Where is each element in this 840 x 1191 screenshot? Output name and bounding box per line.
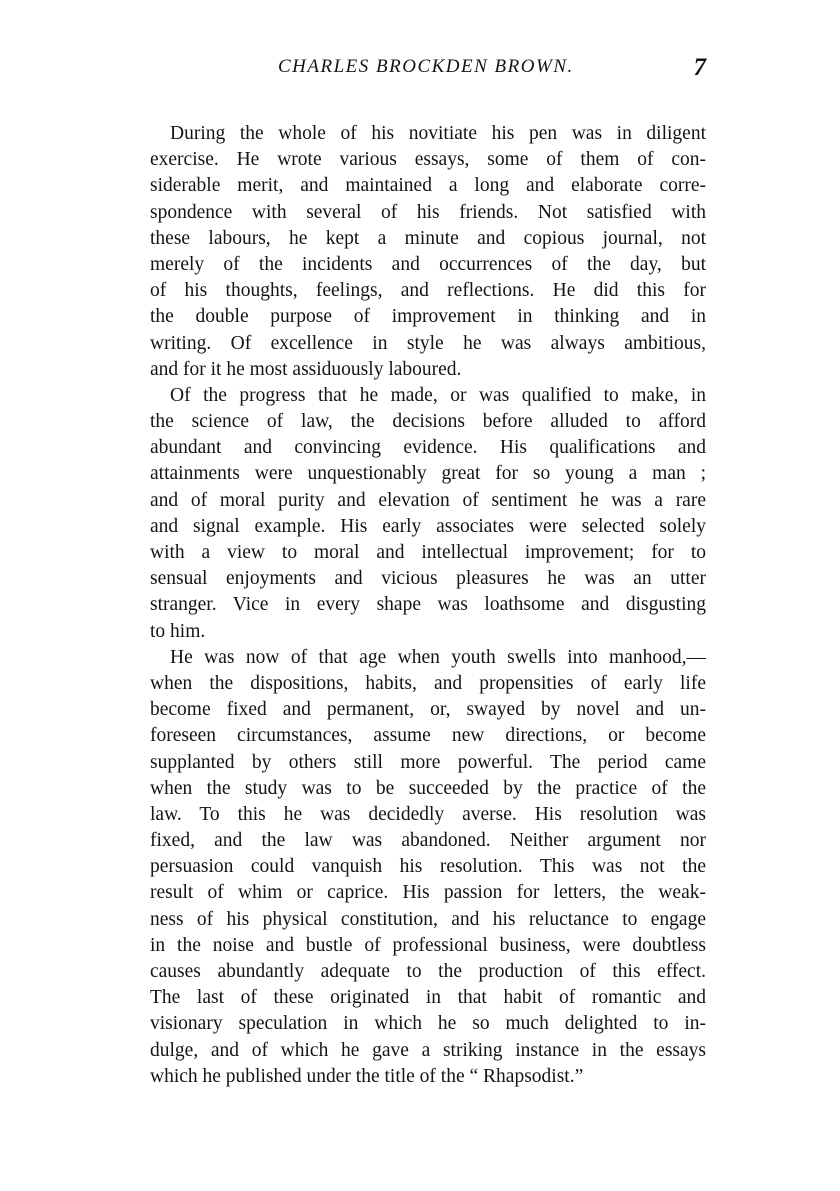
running-title: CHARLES BROCKDEN BROWN. bbox=[278, 56, 574, 77]
text-line: with a view to moral and intellectual improvement; for to bbox=[150, 542, 706, 563]
text-line: foreseen circumstances, assume new directions, or become bbox=[150, 725, 706, 747]
text-line: merely of the incidents and occurrences of the day, but bbox=[150, 253, 706, 275]
text-line: He was now of that age when youth swells into manhood,— bbox=[170, 646, 706, 668]
text-line: Of the progress that he made, or was qualified to make, in bbox=[170, 384, 706, 406]
text-line: law. To this he was decidedly averse. His resolution was bbox=[150, 803, 706, 825]
text-line: and signal example. His early associates were selected solely bbox=[150, 515, 706, 537]
page-body bbox=[150, 121, 706, 1090]
text-line: become fixed and permanent, or, swayed by novel and un- bbox=[150, 699, 706, 721]
text-line: spondence with several of his friends. Not satisfied with bbox=[150, 201, 706, 223]
text-line: writing. Of excellence in style he was always ambitious, bbox=[150, 332, 706, 354]
text-line: which he published under the title of the “ Rhapsodist.” bbox=[150, 1065, 584, 1087]
paragraph bbox=[150, 121, 706, 383]
page-header bbox=[150, 54, 708, 84]
text-line: exercise. He wrote various essays, some of them of con- bbox=[150, 149, 706, 171]
text-line: supplanted by others still more powerful. The period came bbox=[150, 751, 706, 773]
text-line: abundant and convincing evidence. His qualifications and bbox=[150, 437, 706, 459]
text-line: siderable merit, and maintained a long and elaborate corre- bbox=[150, 175, 706, 197]
text-line: in the noise and bustle of professional business, were doubtless bbox=[150, 934, 706, 956]
text-line: result of whim or caprice. His passion for letters, the weak- bbox=[150, 882, 706, 904]
text-line: fixed, and the law was abandoned. Neither argument nor bbox=[150, 830, 706, 852]
text-line: stranger. Vice in every shape was loathsome and disgusting bbox=[150, 594, 706, 616]
text-line: dulge, and of which he gave a striking instance in the essays bbox=[150, 1039, 706, 1061]
text-line: when the dispositions, habits, and propensities of early life bbox=[150, 672, 706, 694]
text-line: to him. bbox=[150, 620, 206, 642]
page-number: 7 bbox=[693, 54, 706, 81]
text-line: and for it he most assiduously laboured. bbox=[150, 358, 462, 380]
text-line: the science of law, the decisions before alluded to afford bbox=[150, 411, 706, 433]
text-line: ness of his physical constitution, and his reluctance to engage bbox=[150, 908, 706, 930]
text-line: persuasion could vanquish his resolution. This was not the bbox=[150, 856, 706, 878]
text-line: the double purpose of improvement in thinking and in bbox=[150, 306, 706, 328]
text-line: attainments were unquestionably great for so young a man ; bbox=[150, 463, 706, 485]
paragraph bbox=[150, 645, 706, 1090]
text-line: and of moral purity and elevation of sentiment he was a rare bbox=[150, 489, 706, 511]
paragraph bbox=[150, 383, 706, 645]
text-line: During the whole of his novitiate his pen was in diligent bbox=[170, 123, 706, 144]
text-line: these labours, he kept a minute and copious journal, not bbox=[150, 227, 706, 249]
text-line: when the study was to be succeeded by the practice of the bbox=[150, 777, 706, 799]
text-line: sensual enjoyments and vicious pleasures he was an utter bbox=[150, 568, 706, 590]
text-line: of his thoughts, feelings, and reflections. He did this for bbox=[150, 280, 706, 302]
text-line: The last of these originated in that habit of romantic and bbox=[150, 987, 706, 1009]
text-line: visionary speculation in which he so much delighted to in- bbox=[150, 1013, 706, 1035]
text-line: causes abundantly adequate to the production of this effect. bbox=[150, 961, 706, 982]
